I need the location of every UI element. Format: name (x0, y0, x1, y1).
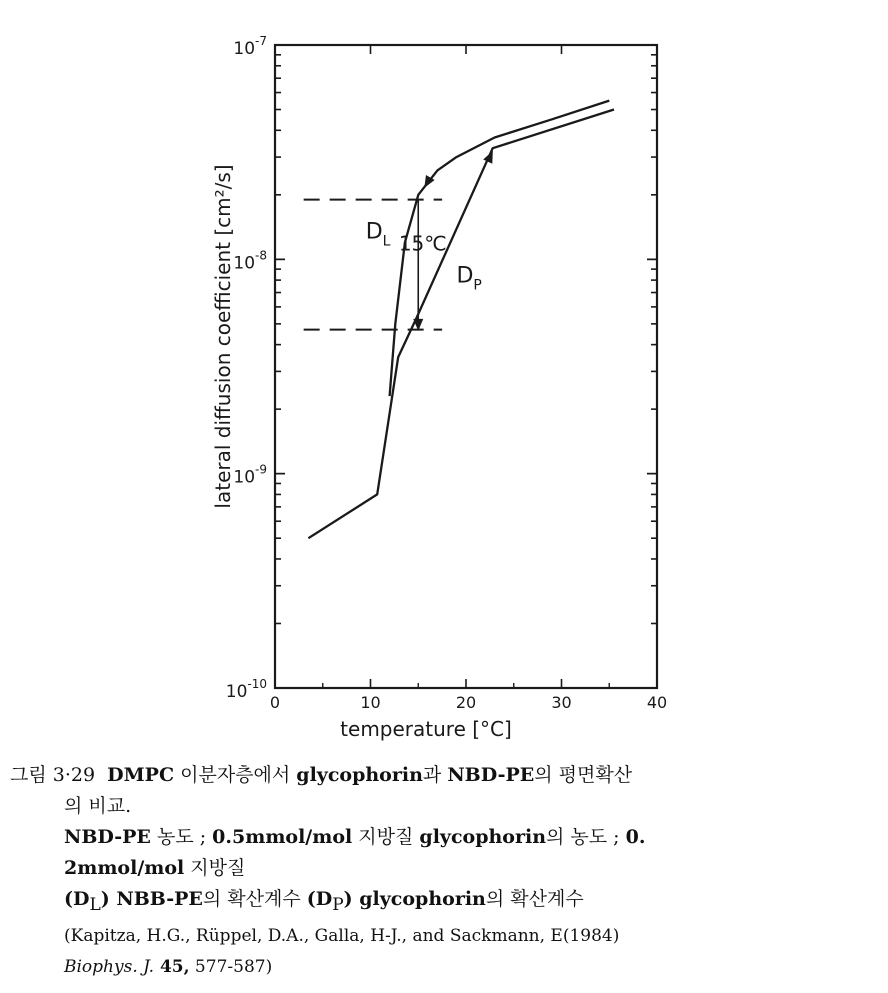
caption-concentration: 0. (625, 826, 646, 848)
caption-text: 의 평면확산 (534, 764, 633, 786)
plot-border (275, 45, 657, 688)
series-label-subscript: L (382, 233, 391, 250)
y-tick-exponent: -9 (255, 462, 267, 477)
caption-glycophorin: glycophorin (419, 826, 547, 848)
caption-concentration: 0.5mmol/mol (212, 826, 353, 848)
data-series (308, 101, 614, 539)
caption-glycophorin: ) glycophorin (343, 888, 486, 910)
x-axis-label: temperature [°C] (340, 717, 512, 741)
plot-frame (275, 45, 657, 688)
x-tick-label: 30 (551, 693, 572, 712)
x-tick-label: 40 (646, 693, 668, 712)
caption-glycophorin: glycophorin (296, 764, 423, 786)
y-tick-label: $10^{-10}$ (225, 677, 267, 702)
caption-journal-name: Biophys. J. (64, 956, 155, 977)
caption-pages: 577-587) (189, 956, 273, 977)
caption-reference-journal (10, 952, 870, 983)
caption-line-1 (10, 760, 870, 791)
caption-text: 의 확산계수 (202, 888, 307, 910)
caption-line-4 (10, 853, 870, 884)
caption-dmpc: DMPC (107, 764, 175, 786)
y-tick-exponent: -8 (255, 248, 267, 263)
y-tick-exponent: -7 (255, 34, 267, 48)
x-axis-ticks (270, 45, 667, 712)
y-tick-label: $10^{-8}$ (233, 248, 267, 274)
caption-volume: 45, (154, 956, 190, 977)
caption-line-2: 의 비교. (64, 795, 132, 817)
caption-dl-open: (D (64, 888, 90, 910)
caption-concentration: 2mmol/mol (64, 857, 185, 879)
series-label-l: $D_L$ (365, 219, 391, 250)
caption-dp-sub: P (332, 894, 344, 915)
caption-reference-authors: (Kapitza, H.G., Rüppel, D.A., Galla, H-J., and Sackmann, E(1984) (64, 925, 620, 946)
annotation-15c: 15℃ (398, 231, 447, 256)
series-label-subscript: P (473, 277, 482, 294)
caption-text: 지방질 (352, 826, 420, 848)
y-tick-label: $10^{-9}$ (233, 462, 267, 488)
figure-caption (10, 760, 870, 983)
series-label-p: $D_P$ (456, 263, 482, 294)
caption-dp-open: (D (306, 888, 333, 910)
caption-text: 농도 ; (150, 826, 213, 848)
x-tick-label: 10 (360, 693, 381, 712)
caption-dl-sub: L (89, 894, 101, 915)
caption-text: 이분자층에서 (174, 764, 297, 786)
x-tick-label: 20 (455, 693, 477, 712)
caption-nbd-pe: NBD-PE (64, 826, 151, 848)
y-tick-label: $10^{-7}$ (233, 34, 267, 59)
caption-nbd-pe: NBD-PE (447, 764, 535, 786)
y-axis-ticks (226, 34, 657, 702)
caption-text: 과 (422, 764, 448, 786)
caption-line-5 (10, 884, 870, 921)
y-tick-exponent: -10 (247, 677, 267, 691)
caption-text: 의 확산계수 (485, 888, 584, 910)
caption-text: 지방질 (184, 857, 246, 879)
caption-figure-number: 그림 3·29 (10, 764, 96, 786)
caption-line-3 (10, 822, 870, 853)
series-line-p (308, 110, 614, 539)
caption-text: 의 농도 ; (546, 826, 626, 848)
caption-nbb-pe: ) NBB-PE (100, 888, 203, 910)
x-tick-label: 0 (269, 693, 281, 712)
y-axis-label: lateral diffusion coefficient [cm²/s] (211, 164, 235, 509)
